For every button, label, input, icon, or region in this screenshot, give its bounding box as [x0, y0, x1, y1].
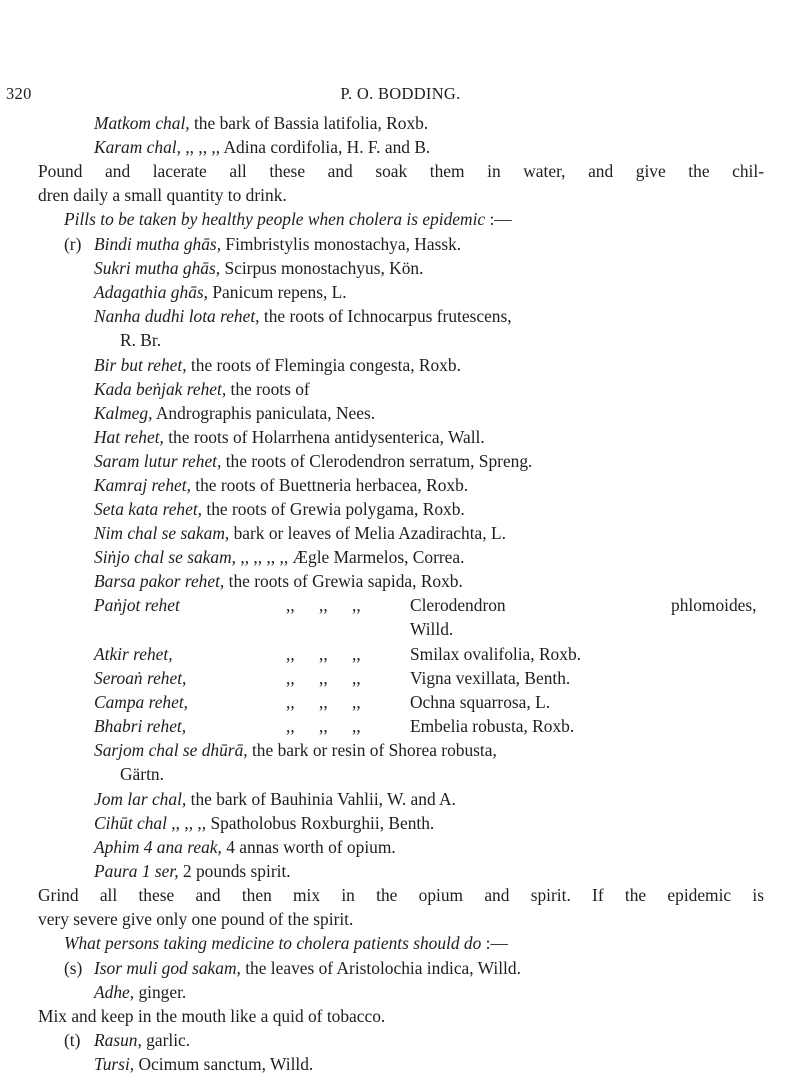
- list-item: Paura 1 ser, 2 pounds spirit.: [94, 861, 291, 881]
- paragraph-line: very severe give only one pound of the spirit.: [38, 909, 354, 929]
- list-marker-r: (r): [64, 234, 82, 254]
- ditto-marks: ,, ,, ,,: [286, 692, 361, 712]
- list-item-species: Ochna squarrosa, L.: [410, 692, 551, 712]
- list-item: Jom lar chal, the bark of Bauhinia Vahlii, W. and A.: [94, 789, 456, 809]
- list-item: Kada beṅjak rehet, the roots of: [94, 379, 310, 399]
- list-item: Adhe, ginger.: [94, 982, 187, 1002]
- list-item: Sukri mutha ghās, Scirpus monostachyus, Kön.: [94, 258, 424, 278]
- ditto-marks: ,, ,, ,,: [286, 644, 361, 664]
- list-item-name: Atkir rehet,: [94, 644, 173, 664]
- list-item-name: Paṅjot rehet: [94, 595, 180, 615]
- list-item: Isor muli god sakam, the leaves of Aristolochia indica, Willd.: [94, 958, 521, 978]
- section-heading-attendants: What persons taking medicine to cholera patients should do :—: [64, 933, 508, 953]
- ditto-marks: ,, ,, ,,: [286, 595, 361, 615]
- list-item-species: Embelia robusta, Roxb.: [410, 716, 575, 736]
- list-item-name: Bhabri rehet,: [94, 716, 187, 736]
- section-heading-pills: Pills to be taken by healthy people when cholera is epidemic :—: [64, 209, 512, 229]
- ditto-marks: ,, ,, ,,: [286, 668, 361, 688]
- paragraph-line: dren daily a small quantity to drink.: [38, 185, 287, 205]
- list-item: Siṅjo chal se sakam, ,, ,, ,, ,, Ægle Marmelos, Correa.: [94, 547, 465, 567]
- list-item: Rasun, garlic.: [94, 1030, 191, 1050]
- paragraph-line: Mix and keep in the mouth like a quid of tobacco.: [38, 1006, 386, 1026]
- list-item-species: Smilax ovalifolia, Roxb.: [410, 644, 581, 664]
- list-item: Kamraj rehet, the roots of Buettneria herbacea, Roxb.: [94, 475, 469, 495]
- list-item: Sarjom chal se dhūrā, the bark or resin of Shorea robusta,: [94, 740, 497, 760]
- list-item: Nanha dudhi lota rehet, the roots of Ichnocarpus frutescens,: [94, 306, 512, 326]
- page-number: 320: [6, 84, 32, 103]
- list-item-continuation: Gärtn.: [120, 764, 164, 784]
- list-item: Bir but rehet, the roots of Flemingia congesta, Roxb.: [94, 355, 461, 375]
- paragraph-line: Grind all these and then mix in the opium and spirit. If the epidemic is: [38, 885, 764, 905]
- entry-karam: Karam chal, ,, ,, ,, Adina cordifolia, H. F. and B.: [94, 137, 431, 157]
- list-item: Cihūt chal ,, ,, ,, Spatholobus Roxburghii, Benth.: [94, 813, 435, 833]
- list-marker-s: (s): [64, 958, 83, 978]
- paragraph-line: Pound and lacerate all these and soak them in water, and give the chil-: [38, 161, 764, 181]
- ditto-marks: ,, ,, ,,: [286, 716, 361, 736]
- list-item-name: Campa rehet,: [94, 692, 189, 712]
- list-item: Barsa pakor rehet, the roots of Grewia sapida, Roxb.: [94, 571, 463, 591]
- list-item: Aphim 4 ana reak, 4 annas worth of opium.: [94, 837, 396, 857]
- list-item: Tursi, Ocimum sanctum, Willd.: [94, 1054, 314, 1074]
- list-marker-t: (t): [64, 1030, 81, 1050]
- list-item-continuation: R. Br.: [120, 330, 162, 350]
- entry-matkom: Matkom chal, the bark of Bassia latifolia, Roxb.: [94, 113, 429, 133]
- list-item-name: Seroaṅ rehet,: [94, 668, 187, 688]
- list-item: Hat rehet, the roots of Holarrhena antidysenterica, Wall.: [94, 427, 485, 447]
- list-item: Kalmeg, Andrographis paniculata, Nees.: [94, 403, 376, 423]
- running-head: P. O. BODDING.: [340, 84, 461, 103]
- list-item: Adagathia ghās, Panicum repens, L.: [94, 282, 347, 302]
- list-item-species: phlomoides,: [671, 595, 757, 615]
- list-item-species: Clerodendron: [410, 595, 506, 615]
- list-item-continuation: Willd.: [410, 619, 454, 639]
- list-item: Seta kata rehet, the roots of Grewia polygama, Roxb.: [94, 499, 465, 519]
- list-item-species: Vigna vexillata, Benth.: [410, 668, 571, 688]
- list-item: Bindi mutha ghās, Fimbristylis monostachya, Hassk.: [94, 234, 462, 254]
- list-item: Nim chal se sakam, bark or leaves of Melia Azadirachta, L.: [94, 523, 506, 543]
- list-item: Saram lutur rehet, the roots of Clerodendron serratum, Spreng.: [94, 451, 533, 471]
